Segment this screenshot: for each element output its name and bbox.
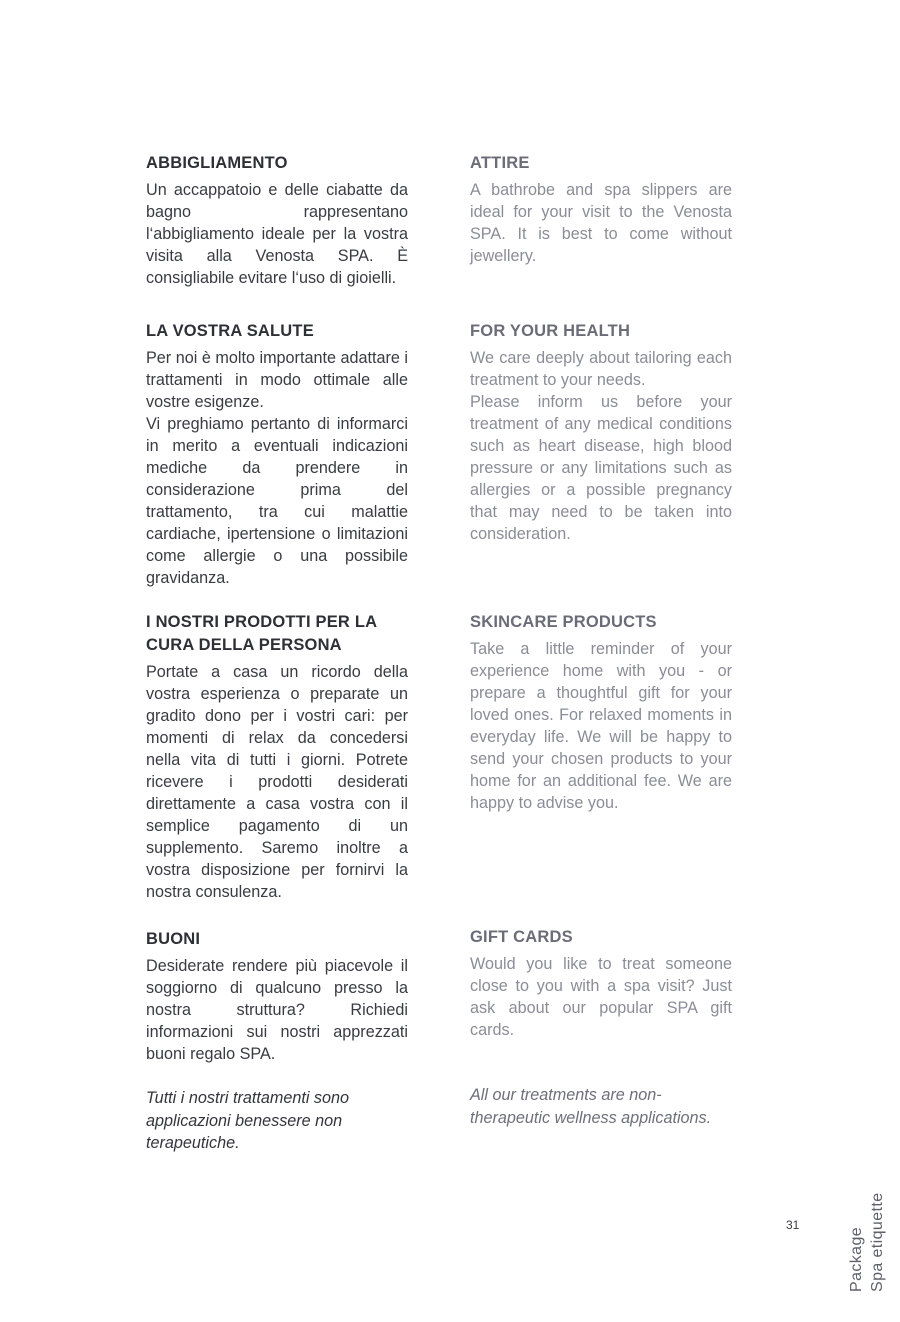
text-abbigliamento: Un accappatoio e delle ciabatte da bagno rappresentano l‘abbigliamento ideale per la vostra visita alla Venosta SPA. È consigliabile evitare l‘uso di gioielli.: [146, 181, 408, 287]
text-salute-1: Per noi è molto importante adattare i trattamenti in modo ottimale alle vostre esigenze.: [146, 349, 408, 411]
side-label-package: Package: [848, 1226, 865, 1292]
side-section-label: [846, 1166, 890, 1292]
section-products-it: [146, 611, 408, 903]
section-gift-en: [470, 926, 732, 1041]
heading-buoni: BUONI: [146, 930, 201, 948]
side-label-spa-etiquette: Spa etiquette: [869, 1192, 886, 1292]
text-health-1: We care deeply about tailoring each treatment to your needs.: [470, 349, 732, 389]
section-products-en: [470, 611, 732, 814]
text-buoni: Desiderate rendere più piacevole il soggiorno di qualcuno presso la nostra struttura? Richiedi informazioni sui nostri apprezzati buoni regalo SPA.: [146, 957, 408, 1063]
heading-i-nostri-prodotti: I NOSTRI PRODOTTI PER LA CURA DELLA PERSONA: [146, 613, 377, 654]
text-health-2: Please inform us before your treatment of any medical conditions such as heart disease, high blood pressure or any limitations such as allergies or a possible pregnancy that may need to be taken into consideration.: [470, 393, 732, 543]
heading-la-vostra-salute: LA VOSTRA SALUTE: [146, 322, 314, 340]
text-skincare: Take a little reminder of your experience home with you - or prepare a thoughtful gift for your loved ones. For relaxed moments in everyday life. We will be happy to send your chosen products to your home for an additional fee. We are happy to advise you.: [470, 640, 732, 812]
text-attire: A bathrobe and spa slippers are ideal for your visit to the Venosta SPA. It is best to come without jewellery.: [470, 181, 732, 265]
heading-gift-cards: GIFT CARDS: [470, 928, 573, 946]
note-text-en: All our treatments are non-therapeutic wellness applications.: [470, 1086, 712, 1127]
text-salute-2: Vi preghiamo pertanto di informarci in merito a eventuali indicazioni mediche da prendere in considerazione prima del trattamento, tra cui malattie cardiache, ipertensione o limitazioni come allergie o una possibile gravidanza.: [146, 415, 408, 587]
page-number: 31: [786, 1218, 800, 1232]
section-attire-it: [146, 152, 408, 289]
heading-attire: ATTIRE: [470, 154, 530, 172]
heading-abbigliamento: ABBIGLIAMENTO: [146, 154, 288, 172]
text-gift-cards: Would you like to treat someone close to you with a spa visit? Just ask about our popular SPA gift cards.: [470, 955, 732, 1039]
section-health-it: [146, 320, 408, 589]
section-health-en: [470, 320, 732, 545]
section-attire-en: [470, 152, 732, 267]
text-prodotti: Portate a casa un ricordo della vostra esperienza o preparate un gradito dono per i vostri cari: per momenti di relax da concedersi nella vita di tutti i giorni. Potrete ricevere i prodotti desiderati direttamente a casa vostra con il semplice pagamento di un supplemento. Saremo inoltre a vostra disposizione per fornirvi la nostra consulenza.: [146, 663, 408, 901]
note-it: [146, 1087, 408, 1155]
heading-skincare-products: SKINCARE PRODUCTS: [470, 613, 657, 631]
note-text-it: Tutti i nostri trattamenti sono applicazioni benessere non terapeutiche.: [146, 1089, 350, 1152]
note-en: [470, 1084, 732, 1129]
section-gift-it: [146, 928, 408, 1065]
heading-for-your-health: FOR YOUR HEALTH: [470, 322, 631, 340]
